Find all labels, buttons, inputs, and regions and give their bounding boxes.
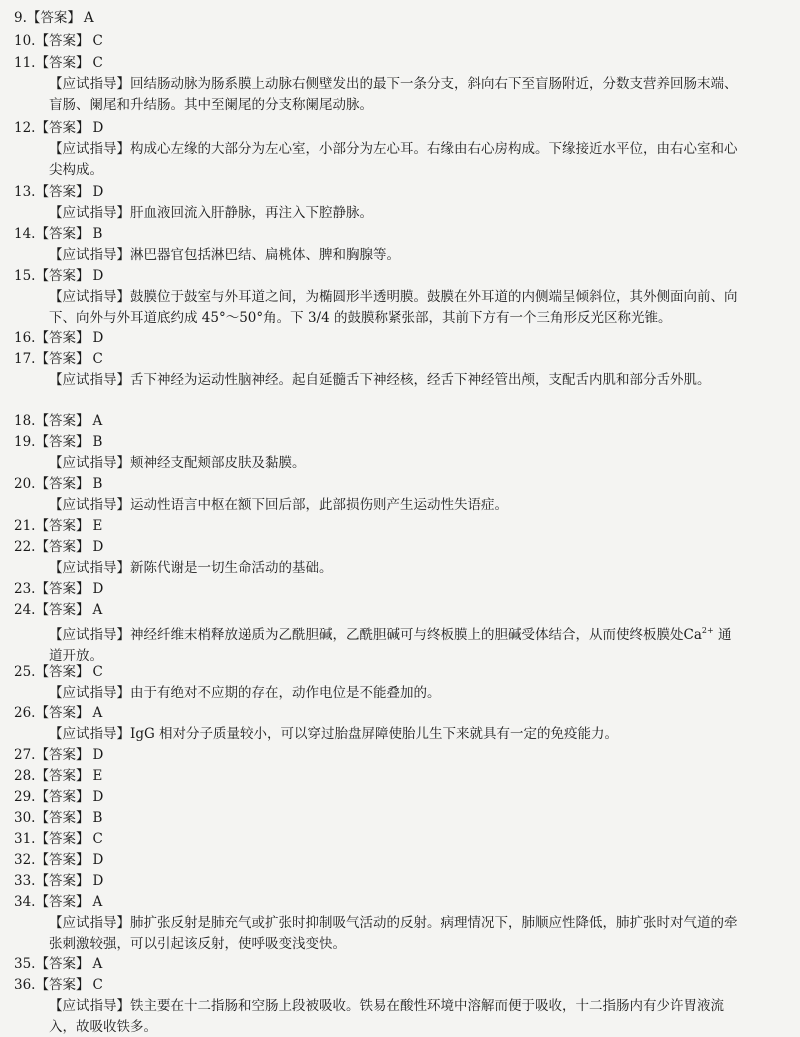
guide-label: 【应试指导】 xyxy=(49,726,130,742)
answer-line xyxy=(14,600,102,620)
answer-label: 【答案】 xyxy=(35,539,90,555)
answer-label: 【答案】 xyxy=(35,768,90,784)
guide-text: 由于有绝对不应期的存在，动作电位是不能叠加的。 xyxy=(130,685,441,701)
answer-line xyxy=(14,662,103,682)
answer-line xyxy=(14,516,102,536)
answer-value: B xyxy=(92,810,103,826)
answer-line xyxy=(14,766,102,786)
item-number: 30. xyxy=(14,810,36,826)
answer-line xyxy=(14,266,103,286)
answer-line xyxy=(14,871,103,891)
answer-line xyxy=(14,53,103,73)
item-number: 13. xyxy=(14,184,36,200)
guide-text: 舌下神经为运动性脑神经。起自延髓舌下神经核，经舌下神经管出颅，支配舌内肌和部分舌外肌。 xyxy=(130,372,711,388)
answer-value: A xyxy=(92,894,103,910)
answer-line xyxy=(14,975,103,995)
answer-value: C xyxy=(92,831,103,847)
answer-line xyxy=(14,411,102,431)
answer-line xyxy=(14,850,103,870)
guide-text: 肝血液回流入肝静脉，再注入下腔静脉。 xyxy=(130,205,373,221)
guide-paragraph xyxy=(49,139,739,180)
answer-label: 【答案】 xyxy=(35,705,90,721)
guide-text: 铁主要在十二指肠和空肠上段被吸收。铁易在酸性环境中溶解而便于吸收，十二指肠内有少许胃液流入，故吸收铁多。 xyxy=(49,998,724,1035)
superscript-charge: 2+ xyxy=(701,626,714,635)
guide-paragraph xyxy=(49,913,739,954)
answer-label: 【答案】 xyxy=(35,747,90,763)
answer-value: D xyxy=(92,789,104,805)
answer-line xyxy=(14,787,103,807)
item-number: 32. xyxy=(14,852,36,868)
answer-label: 【答案】 xyxy=(35,184,90,200)
item-number: 22. xyxy=(14,539,36,555)
answer-label: 【答案】 xyxy=(35,810,90,826)
item-number: 28. xyxy=(14,768,36,784)
answer-value: D xyxy=(92,184,104,200)
answer-label: 【答案】 xyxy=(35,120,90,136)
item-number: 17. xyxy=(14,351,36,367)
answer-line xyxy=(14,892,102,912)
answer-line xyxy=(14,8,94,28)
answer-line xyxy=(14,703,102,723)
item-number: 35. xyxy=(14,956,36,972)
guide-label: 【应试指导】 xyxy=(49,247,130,263)
guide-paragraph xyxy=(49,453,739,474)
answer-label: 【答案】 xyxy=(35,268,90,284)
item-number: 19. xyxy=(14,434,36,450)
answer-label: 【答案】 xyxy=(35,476,90,492)
guide-text: 鼓膜位于鼓室与外耳道之间，为椭圆形半透明膜。鼓膜在外耳道的内侧端呈倾斜位，其外侧面向前、向下、向外与外耳道底约成 45°～50°角。下 3/4 的鼓膜称紧张部，其前下方有一个三角形反光区称光锥。 xyxy=(49,289,738,326)
answer-value: D xyxy=(92,539,104,555)
answer-value: C xyxy=(92,977,103,993)
answer-label: 【答案】 xyxy=(35,33,90,49)
item-number: 21. xyxy=(14,518,36,534)
guide-label: 【应试指导】 xyxy=(49,685,130,701)
guide-paragraph xyxy=(49,287,739,328)
item-number: 15. xyxy=(14,268,36,284)
answer-value: C xyxy=(92,33,103,49)
item-number: 26. xyxy=(14,705,36,721)
item-number: 20. xyxy=(14,476,36,492)
answer-value: A xyxy=(92,705,103,721)
guide-paragraph xyxy=(49,558,739,579)
answer-label: 【答案】 xyxy=(35,351,90,367)
item-number: 11. xyxy=(14,55,36,71)
answer-label: 【答案】 xyxy=(35,873,90,889)
guide-paragraph xyxy=(49,621,739,666)
answer-line xyxy=(14,829,103,849)
answer-value: D xyxy=(92,852,104,868)
guide-text: 回结肠动脉为肠系膜上动脉右侧壁发出的最下一条分支，斜向右下至盲肠附近，分数支营养回肠末端、盲肠、阑尾和升结肠。其中至阑尾的分支称阑尾动脉。 xyxy=(49,76,738,113)
item-number: 27. xyxy=(14,747,36,763)
answer-label: 【答案】 xyxy=(35,226,90,242)
guide-label: 【应试指导】 xyxy=(49,915,130,931)
answer-value: A xyxy=(92,413,103,429)
answer-label: 【答案】 xyxy=(35,330,90,346)
answer-value: A xyxy=(92,956,103,972)
guide-text: 运动性语言中枢在额下回后部，此部损伤则产生运动性失语症。 xyxy=(130,497,508,513)
answer-label: 【答案】 xyxy=(35,518,90,534)
item-number: 23. xyxy=(14,581,36,597)
guide-label: 【应试指导】 xyxy=(49,497,130,513)
answer-value: D xyxy=(92,873,104,889)
item-number: 24. xyxy=(14,602,36,618)
answer-line xyxy=(14,118,103,138)
item-number: 34. xyxy=(14,894,36,910)
guide-label: 【应试指导】 xyxy=(49,560,130,576)
answer-value: E xyxy=(92,518,103,534)
guide-text: 构成心左缘的大部分为左心室，小部分为左心耳。右缘由右心房构成。下缘接近水平位，由右心室和心尖构成。 xyxy=(49,141,738,178)
guide-label: 【应试指导】 xyxy=(49,141,130,157)
answer-label: 【答案】 xyxy=(35,831,90,847)
answer-value: D xyxy=(92,120,104,136)
answer-value: B xyxy=(92,226,103,242)
answer-line xyxy=(14,328,103,348)
answer-line xyxy=(14,745,103,765)
item-number: 10. xyxy=(14,33,36,49)
guide-label: 【应试指导】 xyxy=(49,372,130,388)
answer-value: C xyxy=(92,351,103,367)
answer-label: 【答案】 xyxy=(35,602,90,618)
guide-paragraph xyxy=(49,683,739,704)
item-number: 33. xyxy=(14,873,36,889)
answer-value: D xyxy=(92,330,104,346)
guide-paragraph xyxy=(49,495,739,516)
guide-label: 【应试指导】 xyxy=(49,627,130,643)
guide-paragraph xyxy=(49,203,739,224)
guide-text: IgG 相对分子质量较小，可以穿过胎盘屏障使胎儿生下来就具有一定的免疫能力。 xyxy=(130,726,619,742)
answer-value: A xyxy=(92,602,103,618)
guide-paragraph xyxy=(49,370,739,391)
answer-value: B xyxy=(92,476,103,492)
item-number: 31. xyxy=(14,831,36,847)
guide-label: 【应试指导】 xyxy=(49,76,130,92)
item-number: 9. xyxy=(14,10,27,26)
item-number: 16. xyxy=(14,330,36,346)
item-number: 36. xyxy=(14,977,36,993)
answer-label: 【答案】 xyxy=(35,664,90,680)
answer-label: 【答案】 xyxy=(35,789,90,805)
answer-line xyxy=(14,954,102,974)
answer-line xyxy=(14,432,102,452)
guide-text-tail: 通道开放。 xyxy=(49,627,732,664)
guide-label: 【应试指导】 xyxy=(49,998,130,1014)
guide-text: 神经纤维末梢释放递质为乙酰胆碱，乙酰胆碱可与终板膜上的胆碱受体结合，从而使终板膜处Ca xyxy=(130,627,702,643)
answer-value: A xyxy=(83,10,94,26)
answer-value: D xyxy=(92,747,104,763)
item-number: 18. xyxy=(14,413,36,429)
answer-label: 【答案】 xyxy=(35,55,90,71)
guide-paragraph xyxy=(49,74,739,115)
answer-label: 【答案】 xyxy=(35,434,90,450)
item-number: 25. xyxy=(14,664,36,680)
answer-value: D xyxy=(92,581,104,597)
answer-line xyxy=(14,349,103,369)
answer-value: E xyxy=(92,768,103,784)
guide-paragraph xyxy=(49,996,739,1037)
answer-value: C xyxy=(92,664,103,680)
answer-line xyxy=(14,537,103,557)
guide-text: 淋巴器官包括淋巴结、扁桃体、脾和胸腺等。 xyxy=(130,247,400,263)
answer-value: C xyxy=(92,55,103,71)
item-number: 12. xyxy=(14,120,36,136)
answer-label: 【答案】 xyxy=(26,10,81,26)
answer-label: 【答案】 xyxy=(35,413,90,429)
guide-label: 【应试指导】 xyxy=(49,289,130,305)
guide-label: 【应试指导】 xyxy=(49,455,130,471)
answer-label: 【答案】 xyxy=(35,894,90,910)
answer-line xyxy=(14,474,102,494)
answer-value: B xyxy=(92,434,103,450)
guide-paragraph xyxy=(49,245,739,266)
answer-label: 【答案】 xyxy=(35,956,90,972)
answer-line xyxy=(14,808,102,828)
answer-line xyxy=(14,224,102,244)
answer-line xyxy=(14,182,103,202)
answer-label: 【答案】 xyxy=(35,581,90,597)
item-number: 14. xyxy=(14,226,36,242)
answer-value: D xyxy=(92,268,104,284)
answer-label: 【答案】 xyxy=(35,977,90,993)
answer-line xyxy=(14,579,103,599)
guide-text: 肺扩张反射是肺充气或扩张时抑制吸气活动的反射。病理情况下，肺顺应性降低，肺扩张时对气道的牵张刺激较强，可以引起该反射，使呼吸变浅变快。 xyxy=(49,915,738,952)
item-number: 29. xyxy=(14,789,36,805)
guide-label: 【应试指导】 xyxy=(49,205,130,221)
answer-line xyxy=(14,31,103,51)
guide-paragraph xyxy=(49,724,739,745)
answer-label: 【答案】 xyxy=(35,852,90,868)
guide-text: 新陈代谢是一切生命活动的基础。 xyxy=(130,560,333,576)
guide-text: 颊神经支配颊部皮肤及黏膜。 xyxy=(130,455,306,471)
